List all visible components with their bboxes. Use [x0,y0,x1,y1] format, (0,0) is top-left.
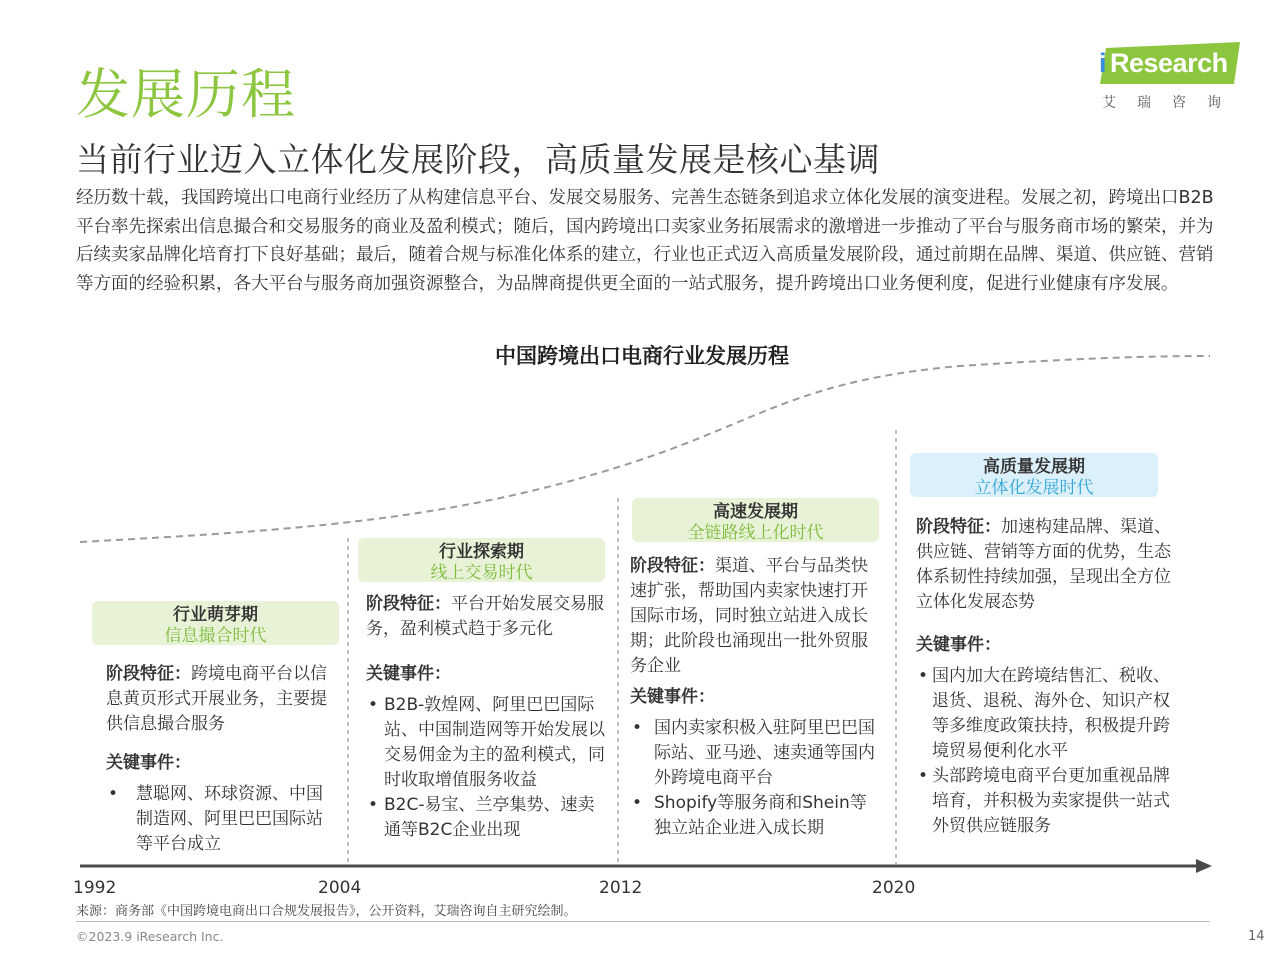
stage-name: 高速发展期 [713,502,798,522]
feature-label: 阶段特征： [366,594,451,614]
stage-box-high-quality [910,453,1158,497]
timeline-title: 中国跨境出口电商行业发展历程 [495,344,789,368]
timeline-arrow-head [1196,859,1212,873]
stage-box-embryonic [92,601,339,645]
logo-i-letter: i [1099,48,1107,78]
stage-box-rapid-growth [632,498,879,542]
key-events-label: 关键事件： [916,635,1001,655]
key-event-item: • 国内卖家积极入驻阿里巴巴国际站、亚马逊、速卖通等国内外跨境电商平台 [630,716,882,791]
page-number: 14 [1248,929,1265,944]
stage-detail-embryonic [106,662,328,857]
key-event-item: • B2C-易宝、兰亭集势、速卖通等B2C企业出现 [366,793,606,843]
feature-text: 平台开始发展交易服务，盈利模式趋于多元化 [366,594,604,639]
feature-label: 阶段特征： [106,664,191,684]
feature-text: 渠道、平台与品类快速扩张，帮助国内卖家快速打开国际市场，同时独立站进入成长期；此阶段也涌现出一批外贸服务企业 [630,556,868,676]
stage-name: 高质量发展期 [983,457,1085,477]
stage-name: 行业探索期 [439,542,524,562]
key-event-item: • 慧聪网、环球资源、中国制造网、阿里巴巴国际站等平台成立 [106,782,328,857]
key-events-list [916,664,1178,839]
source-note: 来源：商务部《中国跨境电商出口合规发展报告》，公开资料，艾瑞咨询自主研究绘制。 [76,904,577,919]
key-events-label: 关键事件： [630,687,715,707]
stage-era: 信息撮合时代 [164,626,267,646]
key-event-item: • 国内加大在跨境结售汇、税收、退货、退税、海外仓、知识产权等多维度政策扶持，积极提升跨境贸易便利化水平 [916,664,1178,764]
feature-text: 加速构建品牌、渠道、供应链、营销等方面的优势，生态体系韧性持续加强，呈现出全方位立体化发展态势 [916,517,1171,612]
footer-divider [76,921,1210,922]
year-label-1992: 1992 [73,878,117,898]
page-title: 发展历程 [76,63,296,126]
year-label-2004: 2004 [318,878,362,898]
key-event-item: • B2B-敦煌网、阿里巴巴国际站、中国制造网等开始发展以交易佣金为主的盈利模式，同时收取增值服务收益 [366,693,606,793]
stage-name: 行业萌芽期 [173,605,258,625]
stage-era: 全链路线上化时代 [687,523,824,543]
key-events-list [366,693,606,843]
feature-label: 阶段特征： [916,517,1001,537]
key-event-item: • Shopify等服务商和Shein等独立站企业进入成长期 [630,791,882,841]
logo-chinese-name: 艾瑞咨询 [1102,95,1242,111]
key-events-label: 关键事件： [366,664,451,684]
year-label-2020: 2020 [872,878,916,898]
intro-paragraph: 经历数十载，我国跨境出口电商行业经历了从构建信息平台、发展交易服务、完善生态链条到追求立体化发展的演变进程。发展之初，跨境出口B2B平台率先探索出信息撮合和交易服务的商业及盈利模式；随后，国内跨境出口卖家业务拓展需求的激增进一步推动了平台与服务商市场的繁荣，并为后续卖家品牌化培育打下良好基础；最后，随着合规与标准化体系的建立，行业也正式迈入高质量发展阶段，通过前期在品牌、渠道、供应链、营销等方面的经验积累，各大平台与服务商加强资源整合，为品牌商提供更全面的一站式服务，提升跨境出口业务便利度，促进行业健康有序发展。 [76,188,1214,294]
stage-detail-high-quality [916,515,1178,839]
key-event-item: • 头部跨境电商平台更加重视品牌培育，并积极为卖家提供一站式外贸供应链服务 [916,764,1178,839]
stage-era: 线上交易时代 [430,563,533,583]
feature-text: 跨境电商平台以信息黄页形式开展业务，主要提供信息撮合服务 [106,664,327,734]
year-label-2012: 2012 [599,878,643,898]
logo-wordmark: Research [1110,48,1228,78]
stage-detail-rapid-growth [630,554,882,841]
feature-label: 阶段特征： [630,556,715,576]
key-events-label: 关键事件： [106,753,191,773]
copyright: ©2023.9 iResearch Inc. [76,929,224,944]
stage-era: 立体化发展时代 [974,478,1094,498]
stage-box-exploration [358,538,605,582]
key-events-list [630,716,882,841]
stage-detail-exploration [366,592,606,843]
key-events-list [106,782,328,857]
page-subtitle: 当前行业迈入立体化发展阶段，高质量发展是核心基调 [76,140,880,179]
